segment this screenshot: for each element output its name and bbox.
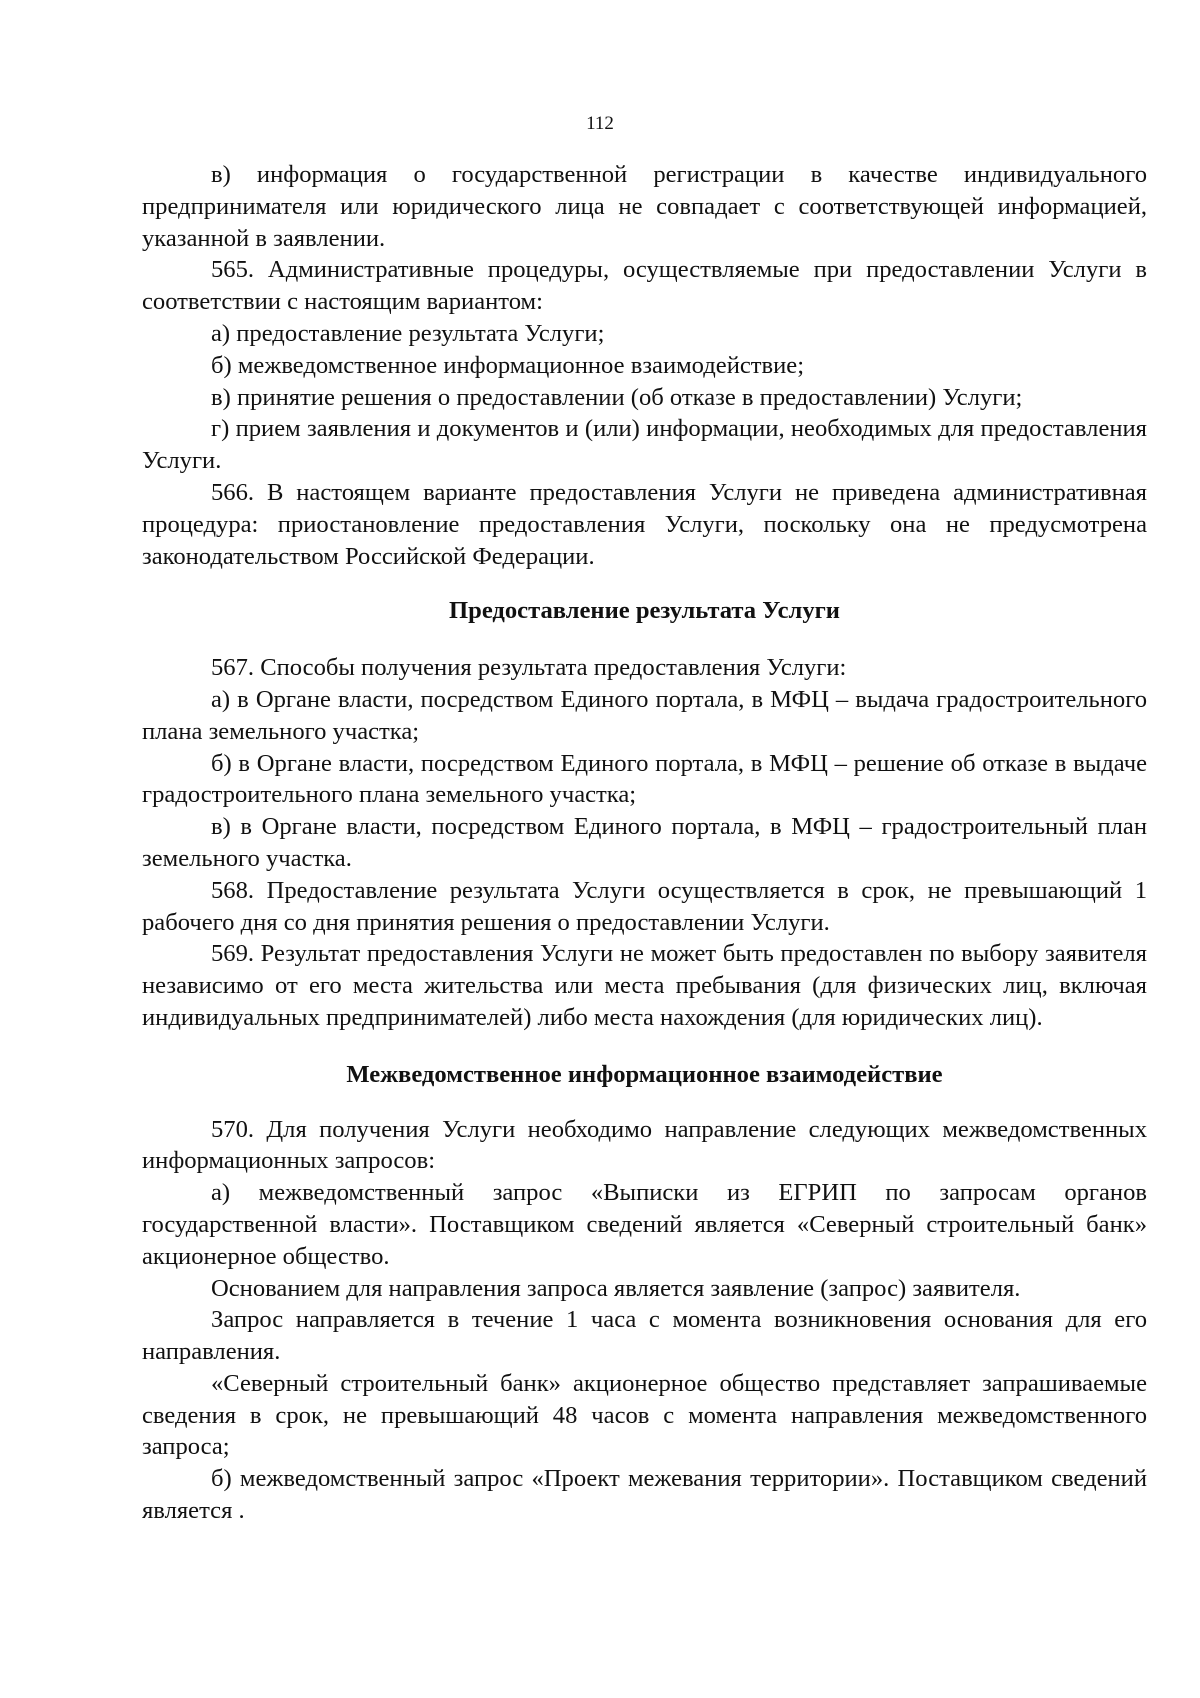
list-item-567-v: в) в Органе власти, посредством Единого портала, в МФЦ – градостроительный план земельного участка. <box>142 813 1147 872</box>
section-heading-interagency: Межведомственное информационное взаимодействие <box>346 1060 943 1088</box>
page-number: 112 <box>586 113 614 134</box>
paragraph-request-basis: Основанием для направления запроса является заявление (запрос) заявителя. <box>211 1274 1021 1302</box>
list-item-565-g: г) прием заявления и документов и (или) информации, необходимых для предоставления Услуги. <box>142 415 1147 475</box>
list-item-570-a: а) межведомственный запрос «Выписки из ЕГРИП по запросам органов государственной власти». Поставщиком сведений является «Северный строительный банк» акционерное общество. <box>142 1179 1147 1270</box>
paragraph-response-timing: «Северный строительный банк» акционерное общество представляет запрашиваемые сведения в срок, не превышающий 48 часов с момента направления межведомственного запроса; <box>142 1369 1147 1461</box>
list-item-565-b: б) межведомственное информационное взаимодействие; <box>211 351 805 379</box>
list-item-567-a: а) в Органе власти, посредством Единого портала, в МФЦ – выдача градостроительного плана земельного участка; <box>142 685 1147 745</box>
list-item-567-b: б) в Органе власти, посредством Единого портала, в МФЦ – решение об отказе в выдаче градостроительного плана земельного участка; <box>142 749 1147 809</box>
paragraph-567: 567. Способы получения результата предоставления Услуги: <box>211 654 847 682</box>
paragraph-info-mismatch: в) информация о государственной регистрации в качестве индивидуального предпринимателя или юридического лица не совпадает с соответствующей информацией, указанной в заявлении. <box>142 161 1147 252</box>
paragraph-570: 570. Для получения Услуги необходимо направление следующих межведомственных информационных запросов: <box>142 1115 1147 1175</box>
paragraph-565: 565. Административные процедуры, осуществляемые при предоставлении Услуги в соответствии с настоящим вариантом: <box>142 256 1147 316</box>
list-item-565-v: в) принятие решения о предоставлении (об отказе в предоставлении) Услуги; <box>211 383 1023 411</box>
list-item-570-b: б) межведомственный запрос «Проект межевания территории». Поставщиком сведений является . <box>142 1465 1147 1525</box>
document-body <box>142 159 1147 1527</box>
paragraph-566: 566. В настоящем варианте предоставления Услуги не приведена административная процедура: приостановление предоставления Услуги, поскольку она не предусмотрена законодательством Российской Федерации. <box>142 478 1147 570</box>
section-heading-result: Предоставление результата Услуги <box>449 597 840 625</box>
list-item-565-a: а) предоставление результата Услуги; <box>211 319 605 347</box>
paragraph-request-timing: Запрос направляется в течение 1 часа с момента возникновения основания для его направления. <box>142 1306 1147 1366</box>
paragraph-568: 568. Предоставление результата Услуги осуществляется в срок, не превышающий 1 рабочего дня со дня принятия решения о предоставлении Услуги. <box>142 876 1147 936</box>
paragraph-569: 569. Результат предоставления Услуги не может быть предоставлен по выбору заявителя независимо от его места жительства или места пребывания (для физических лиц, включая индивидуальных предпринимателей) либо места нахождения (для юридических лиц). <box>142 940 1147 1031</box>
